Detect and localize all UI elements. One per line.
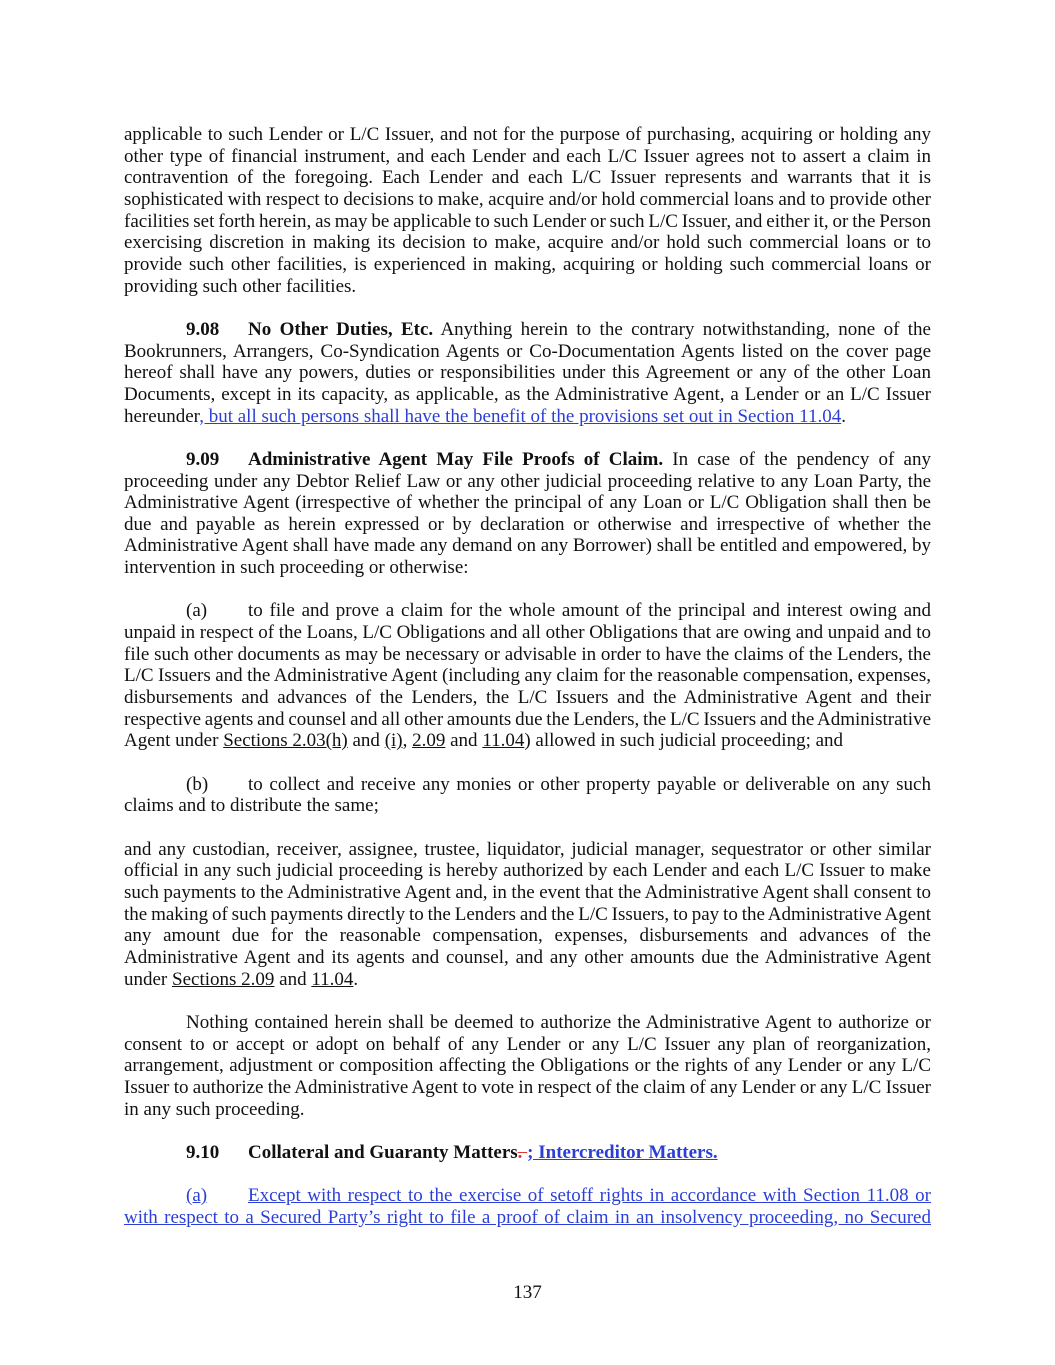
text-run: Nothing contained herein shall be deemed to authorize the Administrative Agent to authorize or xyxy=(186,1011,931,1033)
line-text xyxy=(124,622,931,644)
text-run: In case of the pendency of any xyxy=(663,448,931,470)
section-number: (a) xyxy=(186,600,208,622)
line-text xyxy=(124,644,931,666)
document-body xyxy=(124,124,931,1250)
paragraph xyxy=(124,1185,931,1228)
text-run: facilities set forth herein, as may be applicable to such Lender or such L/C Issuer, and either it, or the Person xyxy=(124,210,931,232)
line-text xyxy=(124,341,931,363)
text-line xyxy=(124,795,931,817)
text-run: due and payable as herein expressed or by declaration or otherwise and irrespective of whether the xyxy=(124,513,931,535)
text-run: contravention of the foregoing. Each Lender and each L/C Issuer represents and warrants that it is xyxy=(124,167,931,189)
paragraph xyxy=(124,319,931,427)
line-text xyxy=(124,254,931,276)
text-run: L/C Issuers and the Administrative Agent (including any claim for the reasonable compensation, expenses, xyxy=(124,665,931,687)
line-text xyxy=(124,795,379,817)
text-line xyxy=(124,709,931,731)
line-text xyxy=(186,449,931,471)
line-text xyxy=(124,1034,931,1056)
text-line xyxy=(124,860,931,882)
line-text xyxy=(186,319,931,341)
line-text xyxy=(124,687,931,709)
inserted-text: with respect to a Secured Party’s right to file a proof of claim in an insolvency proceeding, no Secured xyxy=(124,1206,931,1228)
text-run: disbursements and advances of the Lenders, the L/C Issuers and the Administrative Agent and their xyxy=(124,687,931,709)
text-line xyxy=(124,1207,931,1229)
text-run: official in any such judicial proceeding is hereby authorized by each Lender and each L/C Issuer to make xyxy=(124,860,931,882)
inserted-text: , but all such persons shall have the benefit of the provisions set out in Section 11.04 xyxy=(199,405,842,427)
line-text xyxy=(124,665,931,687)
line-text xyxy=(124,1207,931,1229)
section-number: 9.08 xyxy=(186,318,220,340)
paragraph xyxy=(124,600,931,752)
text-run: file such other documents as may be necessary or advisable in order to have the claims of the Lenders, the xyxy=(124,643,931,665)
text-line xyxy=(124,839,931,861)
line-text xyxy=(124,882,931,904)
cross-reference: Sections 2.09 xyxy=(172,968,275,990)
text-run: Documents, except in its capacity, as applicable, as the Administrative Agent, a Lender or an L/C Issuer xyxy=(124,383,931,405)
text-run: and xyxy=(347,730,385,752)
text-line xyxy=(124,1099,931,1121)
text-line xyxy=(124,644,931,666)
text-line xyxy=(124,969,931,991)
line-text xyxy=(124,471,931,493)
text-run: proceeding under any Debtor Relief Law or any other judicial proceeding relative to any Loan Party, the xyxy=(124,470,931,492)
text-run: arrangement, adjustment or composition affecting the Obligations or the rights of any Lender or any L/C xyxy=(124,1055,931,1077)
text-line xyxy=(124,449,931,471)
section-number: (b) xyxy=(186,773,209,795)
text-run: the making of such payments directly to the Lenders and the L/C Issuers, to pay to the Administrative Agent xyxy=(124,903,931,925)
line-text xyxy=(124,167,931,189)
text-run: such payments to the Administrative Agent and, in the event that the Administrative Agent shall consent to xyxy=(124,881,931,903)
line-text xyxy=(124,730,843,752)
text-line xyxy=(124,146,931,168)
line-text xyxy=(124,406,846,428)
line-text xyxy=(124,124,931,146)
page-number: 137 xyxy=(513,1282,542,1303)
text-run: , xyxy=(402,730,413,752)
text-run: provide such other facilities, is experienced in making, acquiring or holding such commercial loans or xyxy=(124,253,931,275)
section-number: 9.09 xyxy=(186,448,220,470)
text-run: Agent under xyxy=(124,730,224,752)
line-text xyxy=(124,1055,931,1077)
text-run: Administrative Agent (irrespective of whether the principal of any Loan or L/C Obligation shall then be xyxy=(124,492,931,514)
text-run: hereof shall have any powers, duties or responsibilities under this Agreement or any of the other Loan xyxy=(124,362,931,384)
cross-reference: 2.09 xyxy=(412,730,446,752)
section-heading: Collateral and Guaranty Matters xyxy=(248,1141,518,1163)
text-line xyxy=(124,1055,931,1077)
text-run: to file and prove a claim for the whole amount of the principal and interest owing and xyxy=(248,600,931,622)
text-run: and xyxy=(274,968,312,990)
text-line xyxy=(124,665,931,687)
text-line xyxy=(124,232,931,254)
line-text xyxy=(124,189,931,211)
text-line xyxy=(124,1034,931,1056)
text-run: in any such proceeding. xyxy=(124,1098,305,1120)
line-text xyxy=(124,947,931,969)
text-run: Administrative Agent shall have made any demand on any Borrower) shall be entitled and empowered, by xyxy=(124,535,931,557)
line-text xyxy=(124,211,931,233)
text-line xyxy=(124,774,931,796)
line-text xyxy=(124,860,931,882)
text-run: to collect and receive any monies or other property payable or deliverable on any such xyxy=(248,773,931,795)
line-text xyxy=(186,600,931,622)
section-number: 9.10 xyxy=(186,1141,220,1163)
text-run: ) allowed in such judicial proceeding; and xyxy=(524,730,844,752)
text-line xyxy=(124,124,931,146)
line-text xyxy=(124,709,931,731)
text-run: hereunder xyxy=(124,405,200,427)
line-text xyxy=(124,969,358,991)
text-line xyxy=(124,471,931,493)
section-heading: No Other Duties, Etc. xyxy=(248,318,434,340)
text-line xyxy=(124,687,931,709)
inserted-text: ; Intercreditor Matters. xyxy=(527,1141,718,1163)
text-run: Issuer to authorize the Administrative Agent to vote in respect of the claim of any Lender or any L/C Issuer xyxy=(124,1076,931,1098)
text-line xyxy=(124,730,931,752)
text-line xyxy=(124,406,931,428)
text-line xyxy=(124,925,931,947)
line-text xyxy=(186,774,931,796)
line-text xyxy=(124,492,931,514)
paragraph xyxy=(124,1012,931,1120)
text-run: consent to or accept or adopt on behalf of any Lender or any L/C Issuer any plan of reorganization, xyxy=(124,1033,931,1055)
text-line xyxy=(124,514,931,536)
line-text xyxy=(124,839,931,861)
text-run: Bookrunners, Arrangers, Co-Syndication Agents or Co-Documentation Agents listed on the cover page xyxy=(124,340,931,362)
text-run: providing such other facilities. xyxy=(124,275,357,297)
text-line xyxy=(124,882,931,904)
line-text xyxy=(186,1142,718,1164)
line-text xyxy=(124,535,931,557)
line-text xyxy=(124,146,931,168)
line-text xyxy=(124,514,931,536)
cross-reference: 11.04 xyxy=(311,968,354,990)
text-run: respective agents and counsel and all other amounts due the Lenders, the L/C Issuers and the Administrative xyxy=(124,708,931,730)
paragraph xyxy=(124,774,931,817)
text-run: other type of financial instrument, and each Lender and each L/C Issuer agrees not to assert a claim in xyxy=(124,145,931,167)
paragraph xyxy=(124,839,931,991)
text-line xyxy=(124,341,931,363)
text-run: intervention in such proceeding or otherwise: xyxy=(124,557,469,579)
text-line xyxy=(124,535,931,557)
text-run: under xyxy=(124,968,173,990)
line-text xyxy=(124,362,931,384)
text-run: exercising discretion in making its decision to make, acquire and/or hold such commercial loans or to xyxy=(124,232,931,254)
text-run: any amount due for the reasonable compensation, expenses, disbursements and advances of the xyxy=(124,925,931,947)
text-line xyxy=(124,167,931,189)
line-text xyxy=(124,925,931,947)
inserted-text: Except with respect to the exercise of setoff rights in accordance with Section 11.08 or xyxy=(248,1185,931,1207)
line-text xyxy=(124,904,931,926)
text-run: claims and to distribute the same; xyxy=(124,795,379,817)
text-run: . xyxy=(353,968,359,990)
text-run: . xyxy=(841,405,846,427)
line-text xyxy=(186,1185,931,1207)
text-line xyxy=(124,384,931,406)
text-line xyxy=(124,362,931,384)
text-line xyxy=(124,557,931,579)
text-line xyxy=(124,189,931,211)
cross-reference: 11.04 xyxy=(482,730,525,752)
text-run: Anything herein to the contrary notwithstanding, none of the xyxy=(433,318,931,340)
text-line xyxy=(124,904,931,926)
line-text xyxy=(124,1099,304,1121)
text-line xyxy=(124,1077,931,1099)
line-text xyxy=(124,276,356,298)
line-text xyxy=(124,384,931,406)
text-run: unpaid in respect of the Loans, L/C Obligations and all other Obligations that are owing and unpaid and to xyxy=(124,622,931,644)
text-line xyxy=(124,600,931,622)
text-line xyxy=(124,947,931,969)
line-text xyxy=(186,1012,931,1034)
cross-reference: (i) xyxy=(384,730,403,752)
paragraph xyxy=(124,124,931,297)
text-line xyxy=(124,1185,931,1207)
text-line xyxy=(124,254,931,276)
deleted-text: . xyxy=(517,1141,528,1163)
text-run: Administrative Agent and its agents and counsel, and any other amounts due the Administrative Agent xyxy=(124,946,931,968)
text-line xyxy=(124,622,931,644)
paragraph xyxy=(124,1142,931,1164)
text-line xyxy=(124,211,931,233)
text-line xyxy=(124,492,931,514)
line-text xyxy=(124,1077,931,1099)
line-text xyxy=(124,557,469,579)
text-run: sophisticated with respect to decisions to make, acquire and/or hold commercial loans and to provide other xyxy=(124,188,931,210)
text-line xyxy=(124,319,931,341)
section-heading: Administrative Agent May File Proofs of Claim. xyxy=(248,448,664,470)
section-number: (a) xyxy=(186,1185,208,1207)
text-run: applicable to such Lender or L/C Issuer, and not for the purpose of purchasing, acquiring or holding any xyxy=(124,124,931,145)
cross-reference: Sections 2.03(h) xyxy=(223,730,348,752)
paragraph xyxy=(124,449,931,579)
text-run: and xyxy=(445,730,483,752)
text-line xyxy=(124,1142,931,1164)
text-line xyxy=(124,276,931,298)
line-text xyxy=(124,232,931,254)
text-run: and any custodian, receiver, assignee, trustee, liquidator, judicial manager, sequestrator or other similar xyxy=(124,838,931,860)
text-line xyxy=(124,1012,931,1034)
